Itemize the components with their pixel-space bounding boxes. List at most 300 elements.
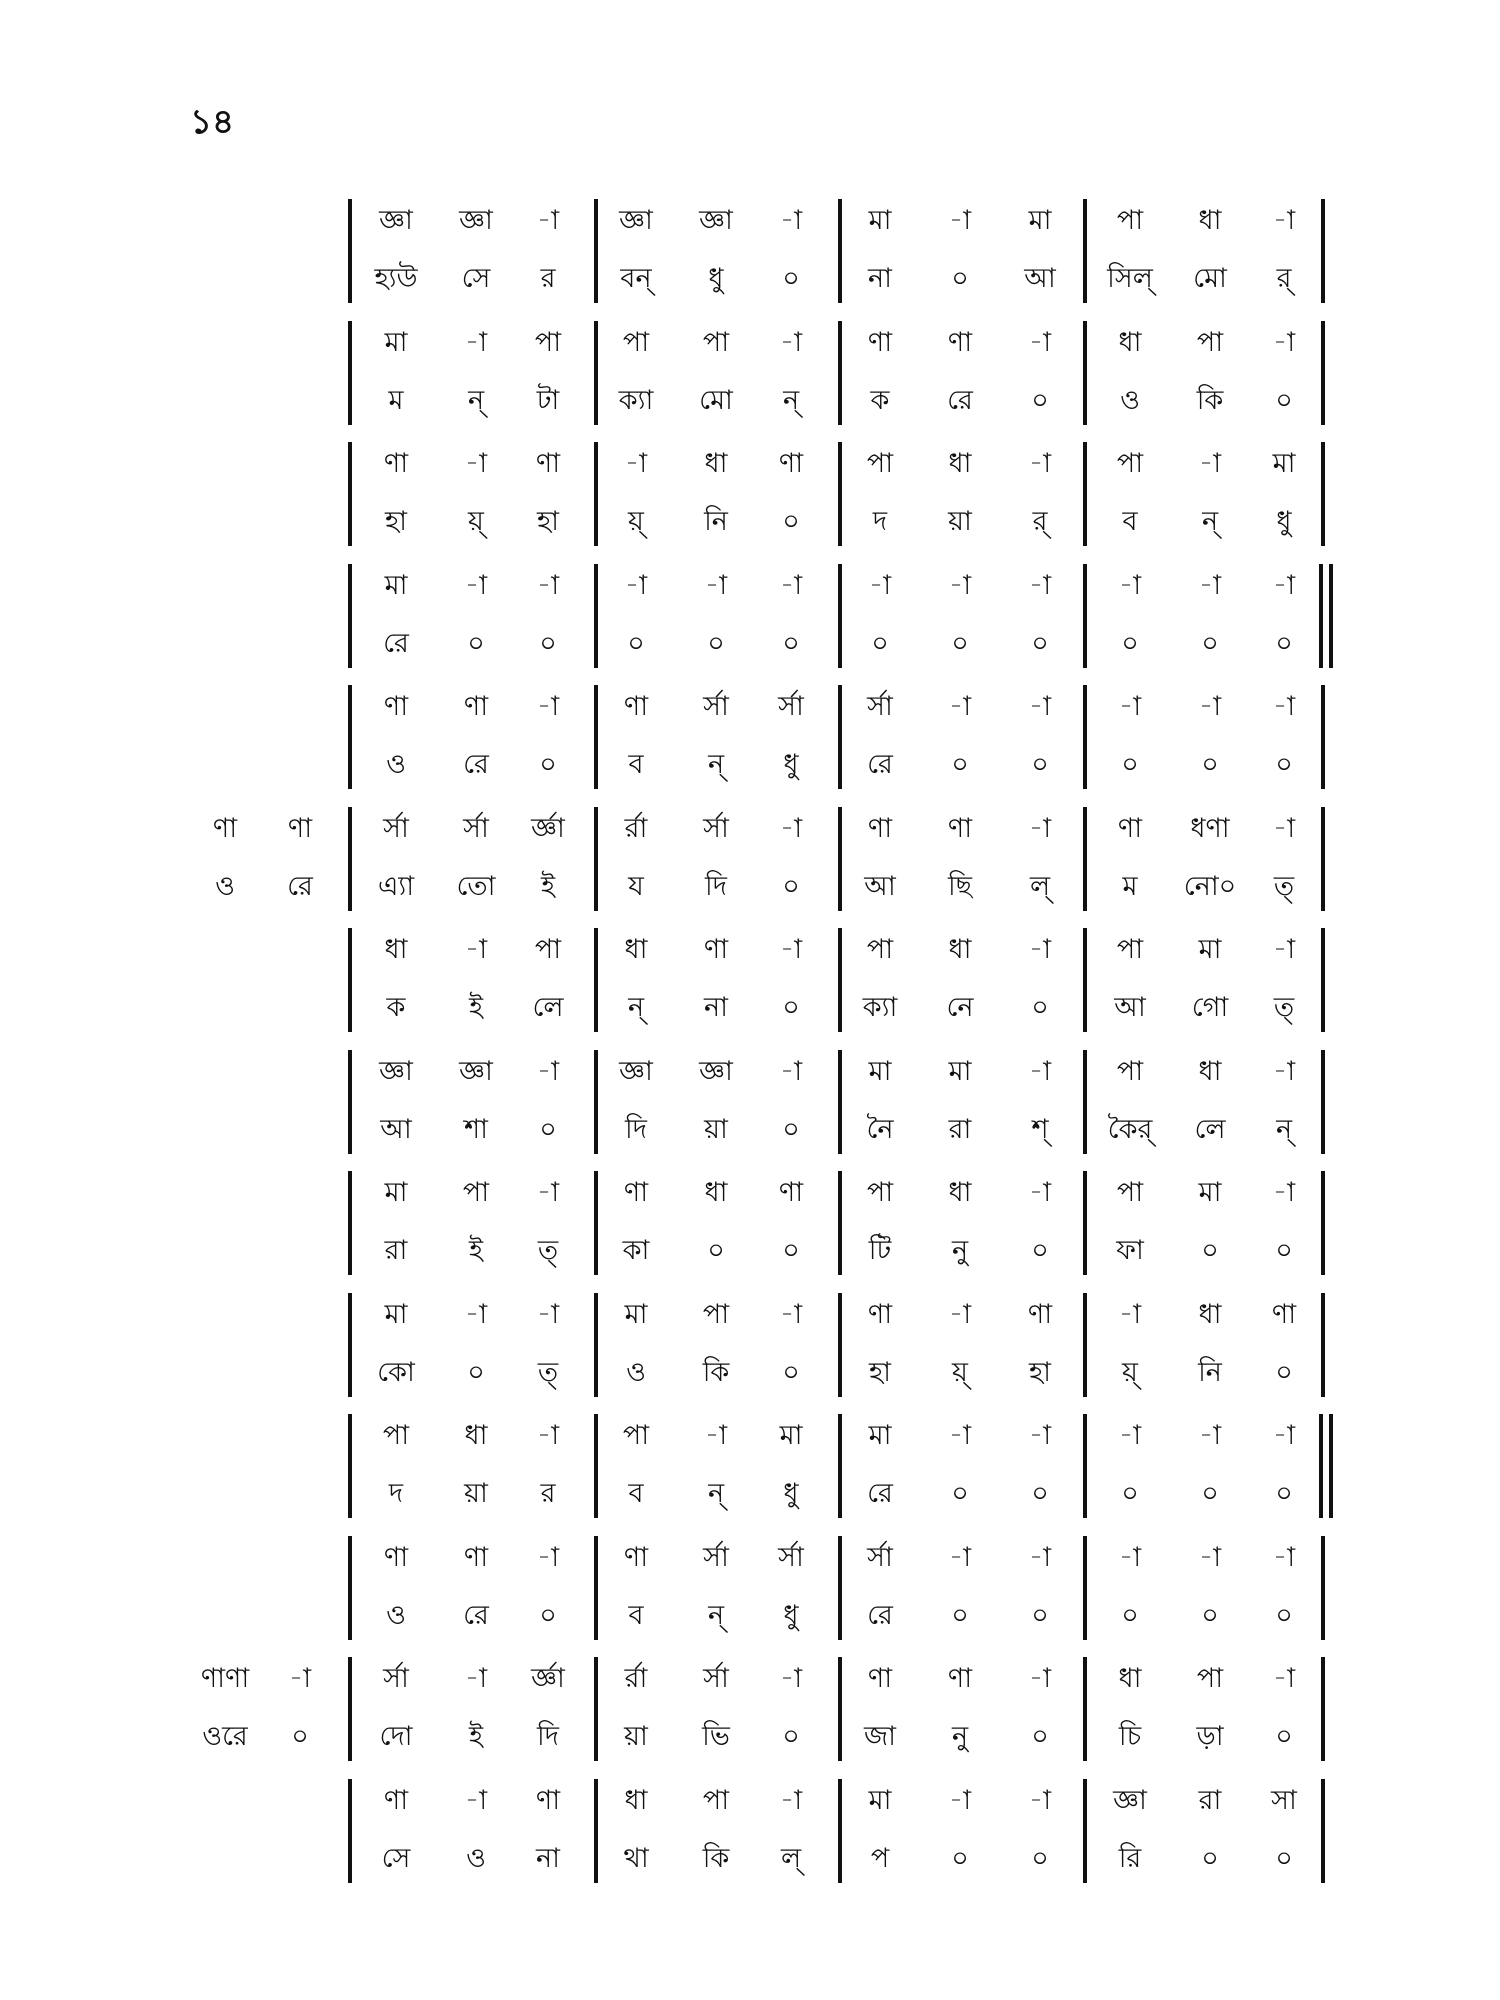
swara-note: মা: [1028, 205, 1052, 236]
swara-note: -া: [536, 691, 560, 722]
swara-line: [0, 924, 1500, 976]
lyric-syllable: ০: [1121, 1478, 1139, 1509]
swara-note: ণা: [867, 1663, 893, 1694]
lyric-line: [0, 253, 1500, 305]
bar-line: [594, 1050, 598, 1154]
swara-note: সা: [1271, 1784, 1297, 1816]
lyric-syllable: এ্যা: [377, 870, 415, 902]
lyric-syllable: টা: [536, 384, 560, 416]
notation-block: [0, 1410, 1500, 1522]
notation-block: [0, 924, 1500, 1036]
lyric-syllable: ০: [951, 749, 969, 780]
lyric-syllable: ন্: [707, 749, 725, 780]
swara-note: ণা: [535, 1784, 561, 1816]
lyric-syllable: ০: [467, 627, 485, 659]
swara-note: পা: [702, 1298, 730, 1330]
swara-note: র্সা: [703, 691, 729, 722]
lyric-syllable: ০: [1031, 1842, 1049, 1874]
lyric-syllable: মো: [699, 384, 733, 416]
swara-note: মা: [868, 1055, 892, 1087]
bar-line: [594, 1293, 598, 1397]
swara-note: জ্ঞা: [699, 205, 733, 236]
swara-note: ধা: [948, 448, 972, 479]
swara-note: মা: [1272, 448, 1296, 479]
lyric-syllable: জা: [864, 1721, 896, 1752]
bar-line: [348, 1414, 352, 1518]
swara-note: -া: [464, 326, 488, 358]
bar-line: [348, 1050, 352, 1154]
lyric-syllable: শ্: [1031, 1113, 1049, 1145]
lyric-syllable: ০: [1201, 749, 1219, 780]
bar-line: [1083, 199, 1087, 303]
end-bar-line: [1321, 685, 1325, 789]
lyric-syllable: ত্: [1273, 870, 1295, 902]
lyric-syllable: রে: [867, 749, 893, 780]
swara-note: -া: [868, 569, 892, 601]
swara-note: -া: [536, 1055, 560, 1087]
lyric-line: [0, 1833, 1500, 1885]
swara-note: -া: [536, 1298, 560, 1330]
lyric-syllable: হা: [536, 506, 559, 537]
swara-note: -া: [1118, 1298, 1142, 1330]
lyric-syllable: তো: [456, 870, 496, 902]
lyric-syllable: হা: [868, 1356, 891, 1388]
swara-note: -া: [536, 569, 560, 601]
lyric-syllable: য়া: [948, 506, 972, 537]
lyric-line: [0, 496, 1500, 548]
pre-swara-note: ণা: [212, 812, 238, 844]
bar-line: [594, 928, 598, 1032]
swara-note: -া: [464, 1784, 488, 1816]
swara-note: -া: [948, 1420, 972, 1451]
swara-line: [0, 1775, 1500, 1827]
swara-note: র্জ্ঞা: [531, 812, 565, 844]
lyric-syllable: ন্: [1275, 1113, 1293, 1145]
swara-note: পা: [622, 1420, 650, 1451]
lyric-syllable: য়া: [464, 1478, 488, 1509]
swara-note: ধণা: [1190, 812, 1230, 844]
end-bar-line: [1321, 1293, 1325, 1397]
swara-note: -া: [1272, 1177, 1296, 1208]
swara-note: -া: [1198, 569, 1222, 601]
swara-note: ণা: [947, 812, 973, 844]
swara-note: মা: [868, 1420, 892, 1451]
page-number: ১৪: [190, 102, 235, 142]
swara-note: ধা: [1118, 1663, 1142, 1694]
swara-note: -া: [464, 1298, 488, 1330]
lyric-syllable: ০: [782, 263, 800, 294]
swara-note: -া: [704, 1420, 728, 1451]
bar-line: [838, 564, 842, 668]
lyric-syllable: ল্: [1029, 870, 1051, 902]
swara-note: ণা: [1271, 1298, 1297, 1330]
swara-note: -া: [1272, 934, 1296, 965]
swara-note: পা: [1116, 448, 1144, 479]
swara-note: -া: [1028, 1784, 1052, 1816]
swara-note: ণা: [1117, 812, 1143, 844]
swara-note: র্সা: [383, 812, 409, 844]
bar-line: [838, 1171, 842, 1275]
lyric-syllable: ০: [707, 1235, 725, 1266]
lyric-syllable: আ: [380, 1113, 412, 1145]
lyric-syllable: ০: [1275, 627, 1293, 659]
swara-note: ধা: [948, 934, 972, 965]
swara-note: -া: [1028, 1663, 1052, 1694]
swara-note: ণা: [383, 448, 409, 479]
lyric-syllable: ০: [1121, 749, 1139, 780]
swara-note: -া: [536, 205, 560, 236]
pre-lyric-syllable: রে: [287, 870, 313, 902]
lyric-syllable: ভি: [702, 1721, 730, 1752]
swara-line: [0, 1289, 1500, 1341]
notation-block: [0, 1532, 1500, 1644]
lyric-syllable: ব: [1122, 506, 1138, 537]
lyric-syllable: য: [628, 870, 644, 902]
swara-note: জ্ঞা: [459, 1055, 493, 1087]
bar-line: [594, 807, 598, 911]
bar-line: [1083, 1293, 1087, 1397]
swara-note: ণা: [623, 1177, 649, 1208]
lyric-syllable: ০: [782, 1113, 800, 1145]
lyric-syllable: ০: [782, 870, 800, 902]
bar-line: [348, 685, 352, 789]
swara-note: -া: [1118, 691, 1142, 722]
pre-lyric-syllable: ও: [215, 870, 235, 902]
lyric-line: [0, 375, 1500, 427]
swara-note: র্সা: [703, 1663, 729, 1694]
lyric-syllable: ০: [951, 1842, 969, 1874]
swara-note: ধা: [1118, 326, 1142, 358]
swara-note: -া: [948, 1298, 972, 1330]
swara-note: -া: [704, 569, 728, 601]
lyric-syllable: আ: [1024, 263, 1056, 294]
swara-note: পা: [1116, 1177, 1144, 1208]
swara-line: [0, 317, 1500, 369]
lyric-syllable: ও: [386, 1599, 406, 1631]
lyric-syllable: রে: [867, 1478, 893, 1509]
lyric-syllable: ০: [1031, 749, 1049, 780]
lyric-syllable: ০: [539, 1599, 557, 1631]
lyric-syllable: রে: [463, 749, 489, 780]
lyric-syllable: ০: [1031, 1721, 1049, 1752]
swara-note: ণা: [947, 1663, 973, 1694]
lyric-syllable: ০: [1031, 1235, 1049, 1266]
lyric-syllable: ধু: [783, 1478, 799, 1509]
lyric-syllable: ও: [466, 1842, 486, 1874]
swara-note: ণা: [867, 1298, 893, 1330]
lyric-syllable: শা: [464, 1113, 488, 1145]
swara-line: [0, 1532, 1500, 1584]
swara-note: -া: [1198, 448, 1222, 479]
lyric-syllable: ক: [870, 384, 890, 416]
lyric-syllable: ০: [1275, 1478, 1293, 1509]
bar-line: [348, 807, 352, 911]
swara-note: পা: [1196, 1663, 1224, 1694]
swara-note: জ্ঞা: [699, 1055, 733, 1087]
lyric-syllable: বন্: [620, 263, 652, 294]
swara-note: -া: [779, 569, 803, 601]
bar-line: [1083, 1657, 1087, 1761]
lyric-syllable: ন্: [782, 384, 800, 416]
lyric-syllable: ড়া: [1196, 1721, 1224, 1752]
swara-note: -া: [1028, 1177, 1052, 1208]
lyric-syllable: সে: [461, 263, 491, 294]
swara-note: -া: [1198, 1420, 1222, 1451]
swara-note: -া: [1272, 812, 1296, 844]
lyric-syllable: ও: [386, 749, 406, 780]
swara-note: পা: [382, 1420, 410, 1451]
swara-note: ণা: [867, 326, 893, 358]
lyric-syllable: ০: [1031, 384, 1049, 416]
swara-note: -া: [1272, 1663, 1296, 1694]
swara-note: জ্ঞা: [379, 1055, 413, 1087]
lyric-syllable: দ: [388, 1478, 404, 1509]
swara-line: [0, 1046, 1500, 1098]
swara-note: -া: [464, 448, 488, 479]
swara-note: র্রা: [624, 1663, 648, 1694]
lyric-syllable: সে: [381, 1842, 411, 1874]
swara-note: ধা: [1198, 1298, 1222, 1330]
lyric-syllable: দি: [625, 1113, 647, 1145]
lyric-syllable: ও: [1120, 384, 1140, 416]
lyric-syllable: ০: [1275, 749, 1293, 780]
swara-note: -া: [536, 1541, 560, 1573]
notation-block: [0, 681, 1500, 793]
bar-line: [1083, 564, 1087, 668]
swara-note: -া: [1028, 569, 1052, 601]
lyric-syllable: ও: [626, 1356, 646, 1388]
swara-note: -া: [1198, 691, 1222, 722]
swara-note: ধা: [384, 934, 408, 965]
lyric-syllable: ধু: [783, 1599, 799, 1631]
bar-line: [348, 1657, 352, 1761]
lyric-syllable: ধু: [708, 263, 724, 294]
swara-note: র্জ্ঞা: [531, 1663, 565, 1694]
swara-note: -া: [779, 205, 803, 236]
bar-line: [348, 1536, 352, 1640]
lyric-syllable: দ: [872, 506, 888, 537]
bar-line: [594, 685, 598, 789]
lyric-syllable: প: [870, 1842, 890, 1874]
lyric-syllable: ফা: [1116, 1235, 1144, 1266]
swara-note: পা: [866, 1177, 894, 1208]
swara-note: জ্ঞা: [459, 205, 493, 236]
lyric-syllable: কি: [702, 1842, 730, 1874]
bar-line: [594, 321, 598, 425]
swara-note: র্সা: [383, 1663, 409, 1694]
end-bar-line: [1321, 1779, 1325, 1883]
swara-note: পা: [1196, 326, 1224, 358]
lyric-syllable: ন্: [467, 384, 485, 416]
bar-line: [348, 199, 352, 303]
swara-note: -া: [464, 934, 488, 965]
pre-swara-note: -া: [288, 1663, 312, 1694]
lyric-syllable: য়া: [704, 1113, 728, 1145]
bar-line: [838, 1779, 842, 1883]
swara-note: পা: [702, 1784, 730, 1816]
lyric-syllable: নু: [951, 1235, 969, 1266]
swara-note: ণা: [383, 1784, 409, 1816]
swara-note: -া: [624, 569, 648, 601]
end-bar-line: [1321, 1657, 1325, 1761]
lyric-syllable: ম: [388, 384, 404, 416]
lyric-syllable: ০: [1201, 1478, 1219, 1509]
lyric-syllable: সিল্: [1107, 263, 1153, 294]
bar-line: [1083, 1050, 1087, 1154]
lyric-syllable: ল্: [780, 1842, 802, 1874]
bar-line: [838, 1293, 842, 1397]
lyric-syllable: ০: [467, 1356, 485, 1388]
lyric-syllable: ০: [782, 506, 800, 537]
notation-block: [0, 195, 1500, 307]
end-bar-line: [1321, 928, 1325, 1032]
swara-note: -া: [1272, 1541, 1296, 1573]
lyric-syllable: ত্: [1273, 992, 1295, 1023]
lyric-syllable: রে: [383, 627, 409, 659]
lyric-syllable: ০: [1201, 627, 1219, 659]
swara-note: মা: [1198, 934, 1222, 965]
lyric-syllable: য়্: [1122, 1356, 1138, 1388]
lyric-syllable: কা: [622, 1235, 650, 1266]
swara-line: [0, 1410, 1500, 1462]
lyric-syllable: রি: [1118, 1842, 1142, 1874]
lyric-syllable: ম: [1122, 870, 1138, 902]
swara-note: -া: [948, 205, 972, 236]
swara-note: -া: [1028, 934, 1052, 965]
swara-note: -া: [1272, 326, 1296, 358]
bar-line: [838, 442, 842, 546]
swara-note: ধা: [704, 1177, 728, 1208]
swara-note: -া: [1028, 326, 1052, 358]
bar-line: [838, 1657, 842, 1761]
swara-note: -া: [1272, 1055, 1296, 1087]
lyric-syllable: ০: [1201, 1842, 1219, 1874]
swara-note: -া: [1272, 205, 1296, 236]
lyric-syllable: ০: [1275, 1235, 1293, 1266]
lyric-syllable: য়া: [624, 1721, 648, 1752]
swara-note: জ্ঞা: [1113, 1784, 1147, 1816]
swara-note: মা: [624, 1298, 648, 1330]
swara-note: -া: [1028, 812, 1052, 844]
swara-note: -া: [464, 569, 488, 601]
swara-note: -া: [779, 1784, 803, 1816]
swara-line: [0, 681, 1500, 733]
swara-note: র্সা: [703, 812, 729, 844]
swara-note: ণা: [778, 448, 804, 479]
pre-swara-note: ণাণা: [200, 1663, 250, 1694]
swara-note: -া: [948, 1541, 972, 1573]
bar-line: [594, 1779, 598, 1883]
lyric-syllable: ০: [1275, 1599, 1293, 1631]
lyric-syllable: ন্: [707, 1599, 725, 1631]
lyric-syllable: ০: [951, 1599, 969, 1631]
end-bar-line: [1321, 1050, 1325, 1154]
swara-note: ণা: [383, 1541, 409, 1573]
swara-note: ধা: [704, 448, 728, 479]
swara-note: মা: [779, 1420, 803, 1451]
lyric-syllable: ০: [627, 627, 645, 659]
lyric-syllable: ০: [1201, 1599, 1219, 1631]
bar-line: [348, 1171, 352, 1275]
lyric-syllable: র: [540, 1478, 556, 1509]
notation-block: [0, 438, 1500, 550]
swara-line: [0, 560, 1500, 612]
lyric-syllable: লে: [1194, 1113, 1226, 1145]
swara-note: -া: [1118, 569, 1142, 601]
swara-note: ণা: [778, 1177, 804, 1208]
bar-line: [1083, 1779, 1087, 1883]
swara-line: [0, 438, 1500, 490]
lyric-syllable: নি: [704, 506, 728, 537]
lyric-syllable: না: [704, 992, 728, 1023]
swara-note: জ্ঞা: [619, 1055, 653, 1087]
lyric-syllable: র্: [1032, 506, 1048, 537]
bar-line: [348, 1293, 352, 1397]
lyric-syllable: র্: [1276, 263, 1292, 294]
lyric-syllable: নৈ: [866, 1113, 894, 1145]
notation-block: [0, 560, 1500, 672]
lyric-syllable: কি: [702, 1356, 730, 1388]
swara-note: পা: [866, 448, 894, 479]
bar-line: [348, 928, 352, 1032]
double-bar-line: [1319, 564, 1333, 668]
lyric-syllable: মো: [1193, 263, 1227, 294]
lyric-syllable: দো: [379, 1721, 413, 1752]
lyric-syllable: নো০: [1183, 870, 1237, 902]
swara-note: র্সা: [463, 812, 489, 844]
swara-note: -া: [464, 1663, 488, 1694]
lyric-syllable: ত্: [537, 1356, 559, 1388]
bar-line: [348, 321, 352, 425]
lyric-syllable: র: [540, 263, 556, 294]
swara-note: ধা: [1198, 205, 1222, 236]
swara-note: জ্ঞা: [619, 205, 653, 236]
swara-note: পা: [1116, 1055, 1144, 1087]
notation-block: [0, 1289, 1500, 1401]
bar-line: [1083, 321, 1087, 425]
swara-note: মা: [1198, 1177, 1222, 1208]
lyric-syllable: ব: [628, 749, 644, 780]
notation-block: [0, 1046, 1500, 1158]
swara-note: ধা: [948, 1177, 972, 1208]
lyric-syllable: রে: [947, 384, 973, 416]
pre-lyric-syllable: ওরে: [202, 1721, 248, 1752]
lyric-syllable: লে: [532, 992, 564, 1023]
swara-note: -া: [1028, 1541, 1052, 1573]
bar-line: [594, 1536, 598, 1640]
swara-note: -া: [779, 1663, 803, 1694]
lyric-line: [0, 618, 1500, 670]
pre-lyric-syllable: ০: [291, 1721, 309, 1752]
bar-line: [1083, 685, 1087, 789]
bar-line: [838, 928, 842, 1032]
lyric-syllable: কি: [1196, 384, 1224, 416]
lyric-syllable: ০: [782, 627, 800, 659]
swara-note: -া: [1118, 1420, 1142, 1451]
lyric-syllable: ০: [539, 1113, 557, 1145]
swara-note: -া: [1028, 1055, 1052, 1087]
lyric-line: [0, 861, 1500, 913]
swara-note: পা: [1116, 205, 1144, 236]
lyric-syllable: ন্: [627, 992, 645, 1023]
bar-line: [1083, 928, 1087, 1032]
bar-line: [1083, 807, 1087, 911]
lyric-syllable: য়্: [468, 506, 484, 537]
swara-note: পা: [462, 1177, 490, 1208]
lyric-syllable: ০: [1031, 1478, 1049, 1509]
lyric-syllable: রা: [948, 1113, 972, 1145]
swara-note: -া: [948, 691, 972, 722]
